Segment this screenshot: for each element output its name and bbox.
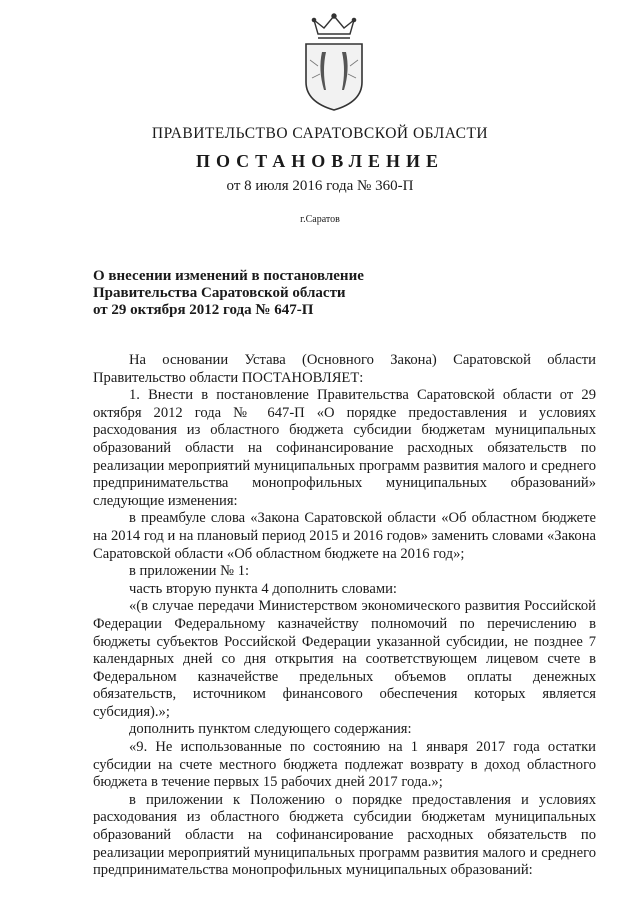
body-paragraph: в преамбуле слова «Закона Саратовской области «Об областном бюджете на 2014 год и на плановый период 2015 и 2016 годов» заменить словами «Закона Саратовской области «Об областном бюджете на 2016 год»;: [93, 510, 596, 562]
document-subject: [93, 268, 433, 319]
government-title: ПРАВИТЕЛЬСТВО САРАТОВСКОЙ ОБЛАСТИ: [151, 125, 489, 142]
coat-of-arms-icon: [296, 12, 372, 112]
body-paragraph: 1. Внести в постановление Правительства Саратовской области от 29 октября 2012 года № 647-П «О порядке предоставления и условиях расходования из областного бюджета субсидии бюджетам муниципальных образований области на софинансирование расходных обязательств по реализации мероприятий муниципальных программ развития малого и среднего предпринимательства монопрофильных муниципальных образований» следующие изменения:: [93, 387, 596, 509]
subject-line: от 29 октября 2012 года № 647-П: [93, 302, 314, 318]
body-paragraph: «(в случае передачи Министерством экономического развития Российской Федерации Федеральному казначейству полномочий по перечислению в бюджеты субъектов Российской Федерации указанной субсидии, не позднее 7 календарных дней со дня открытия на соответствующем лицевом счете в Федеральном казначействе предельных объемов оплаты денежных обязательств, источником финансового обеспечения которых является субсидия).»;: [93, 598, 596, 720]
subject-line: Правительства Саратовской области: [93, 285, 346, 301]
subject-line: О внесении изменений в постановление: [93, 268, 364, 284]
document-type: ПОСТАНОВЛЕНИЕ: [195, 151, 445, 171]
body-paragraph: дополнить пунктом следующего содержания:: [129, 721, 412, 738]
document-body: [93, 352, 596, 880]
body-paragraph: в приложении к Положению о порядке предоставления и условиях расходования из областного бюджета субсидии бюджетам муниципальных образований области на софинансирование расходных обязательств по реализации мероприятий муниципальных программ развития малого и среднего предпринимательства монопрофильных муниципальных образований:: [93, 791, 596, 879]
body-paragraph: «9. Не использованные по состоянию на 1 января 2017 года остатки субсидии на счете местного бюджета подлежат возврату в доход областного бюджета в течение первых 15 рабочих дней 2017 года.»;: [93, 739, 596, 791]
body-paragraph: На основании Устава (Основного Закона) Саратовской области Правительство области ПОСТАНОВЛЯЕТ:: [93, 352, 596, 386]
document-date-number: от 8 июля 2016 года № 360-П: [226, 178, 414, 194]
body-paragraph: в приложении № 1:: [129, 563, 250, 580]
body-paragraph: часть вторую пункта 4 дополнить словами:: [129, 580, 397, 597]
document-city: г.Саратов: [300, 214, 340, 225]
